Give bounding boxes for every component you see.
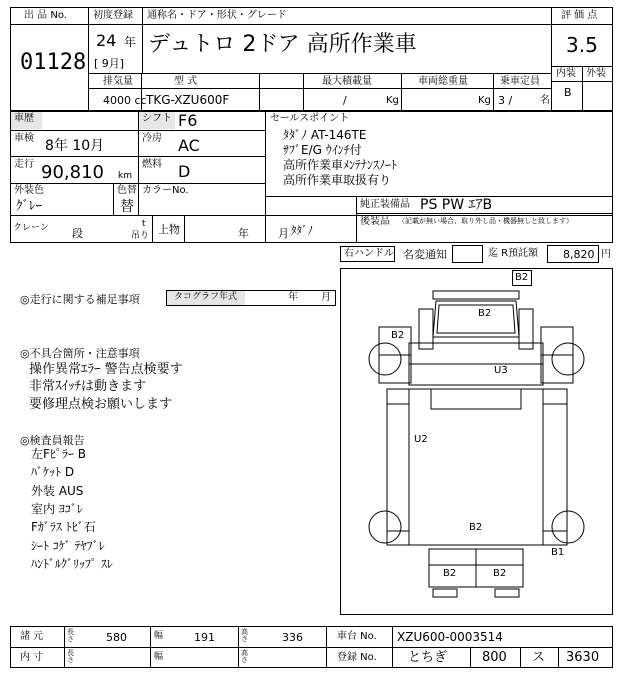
fuel: D	[178, 162, 191, 181]
crane-dan: 段	[72, 227, 83, 240]
equipment: PS PW ｴｱB	[420, 197, 493, 213]
lot-no: 01128	[20, 50, 87, 75]
fuel-label: 燃料	[142, 159, 162, 170]
interior-label: 内装	[556, 68, 576, 79]
vehicle-name: デュトロ 2ドア 高所作業車	[148, 32, 417, 57]
inspection-label: 車検	[14, 133, 34, 144]
reg-kana: ス	[532, 650, 546, 665]
mileage-label: 走行	[14, 159, 34, 170]
right-handle: 右ハンドル	[344, 248, 394, 259]
inspector-item: ﾊﾞｹｯﾄ D	[31, 465, 75, 479]
interior-grade: B	[564, 86, 572, 99]
truck-outline	[341, 269, 612, 614]
length: 580	[106, 631, 127, 644]
reg-label: 登録 No.	[337, 652, 377, 663]
damage-mark-b2-rear-right: B2	[493, 568, 507, 579]
length-label-2: 長さ	[67, 649, 74, 664]
inspector-item: ｼｰﾄ ｺｹﾞ ﾃﾔﾌﾞﾚ	[31, 539, 105, 553]
naishou-label: 内 寸	[20, 652, 44, 663]
crane-tsuri: 吊り	[131, 231, 150, 241]
mileage: 90,810	[41, 162, 104, 183]
kg-unit-2: Kg	[478, 95, 491, 106]
kg-unit-1: Kg	[386, 95, 399, 106]
score: 3.5	[566, 33, 598, 57]
upper-year: 年	[238, 227, 249, 240]
upper-value: ﾀﾀﾞﾉ	[291, 224, 313, 237]
defect-item: 要修理点検お願いします	[29, 397, 173, 412]
history-label: 車歴	[14, 113, 34, 124]
displacement: 4000 cc	[103, 94, 147, 107]
width-label: 幅	[154, 631, 164, 641]
sales-point: ｻﾌﾞE/G ｳｲﾝﾁ付	[283, 143, 362, 157]
damage-mark-b2-top-text: B2	[515, 272, 529, 283]
reg-region: とちぎ	[408, 650, 448, 665]
damage-mark-b2-bed: B2	[469, 522, 483, 533]
score-label: 評 価 点	[561, 10, 598, 21]
crane-label: クレーン	[13, 223, 49, 233]
name-change-box	[452, 245, 483, 263]
shoen-label: 諸 元	[20, 631, 44, 642]
damage-mark-b2-left: B2	[391, 330, 405, 341]
upper-label: 上物	[158, 223, 180, 236]
damage-mark-b1: B1	[551, 547, 565, 558]
first-reg-label: 初度登録	[93, 10, 133, 21]
sales-point: 高所作業車ﾒﾝﾃﾅﾝｽﾉｰﾄ	[283, 158, 398, 172]
inspector-item: ﾊﾝﾄﾞﾙｸﾞﾘｯﾌﾟ ｽﾚ	[31, 557, 113, 571]
sales-points-label: セールスポイント	[270, 113, 350, 124]
color-label: 外装色	[14, 185, 44, 196]
tachograph-label: タコグラフ年式	[174, 292, 238, 302]
inspector-item: 室内 ﾖｺﾞﾚ	[31, 502, 83, 516]
damage-mark-b2-cab: B2	[478, 308, 492, 319]
color-change-label: 色替	[117, 185, 137, 196]
mileage-unit: km	[118, 171, 132, 181]
first-reg-month: [ 9月]	[94, 57, 125, 70]
year-unit: 年	[124, 35, 137, 49]
reg-number: 3630	[566, 650, 600, 665]
displacement-label: 排気量	[103, 76, 133, 87]
height-label-2: 高さ	[241, 649, 248, 664]
color: ｸﾞﾚｰ	[16, 199, 42, 214]
defects-label: ◎不具合箇所・注意事項	[20, 347, 140, 360]
equipment-label: 純正装備品	[360, 199, 410, 210]
capacity-label: 乗車定員	[500, 76, 540, 87]
sales-point: 高所作業車取扱有り	[283, 173, 392, 187]
capacity: 3 /	[498, 94, 513, 107]
lot-no-label: 出 品 No.	[24, 10, 67, 21]
length-label: 長さ	[67, 628, 74, 643]
gross-weight-label: 車両総重量	[418, 76, 468, 87]
ac: AC	[178, 136, 200, 155]
inspector-item: 左Fﾋﾟﾗｰ B	[31, 447, 86, 461]
proof-label: 迄 R預託額	[488, 248, 539, 259]
recycle-unit: 円	[601, 249, 611, 260]
damage-mark-b2-rear-left: B2	[443, 568, 457, 579]
defect-item: 操作異常ｴﾗｰ 警告点検要す	[29, 362, 183, 377]
aftermarket-note: （記載が無い場合、取り外し品・機器無しと致します）	[398, 217, 573, 225]
shift: F6	[178, 111, 198, 130]
name-change-label: 名変通知	[403, 248, 447, 261]
damage-mark-u3: U3	[494, 365, 508, 376]
aftermarket-label: 後装品	[360, 216, 390, 227]
max-load-label: 最大積載量	[322, 76, 372, 87]
width: 191	[194, 631, 215, 644]
tachograph-year: 年	[288, 292, 298, 303]
chassis-label: 車台 No.	[337, 631, 377, 642]
color-no-label: カラーNo.	[142, 185, 189, 196]
model-label: 型 式	[174, 76, 198, 87]
width-label-2: 幅	[154, 652, 164, 662]
inspector-item: Fｶﾞﾗｽ ﾄﾋﾞ石	[31, 520, 96, 534]
upper-month: 月	[278, 227, 289, 240]
name-label: 通称名・ドア・形状・グレード	[147, 10, 287, 21]
first-reg-year: 24	[96, 31, 117, 50]
crane-t: t	[142, 219, 146, 229]
color-change: 替	[120, 199, 134, 215]
model: TKG-XZU600F	[146, 93, 230, 107]
damage-mark-u2: U2	[414, 434, 428, 445]
tachograph-month: 月	[321, 292, 331, 303]
inspection: 8年 10月	[45, 138, 105, 154]
capacity-unit: 名	[540, 95, 550, 106]
shift-label: シフト	[142, 113, 172, 124]
sales-point: ﾀﾀﾞﾉ AT-146TE	[283, 128, 367, 142]
driving-notes-label: ◎走行に関する補足事項	[20, 293, 140, 306]
exterior-label: 外装	[586, 68, 606, 79]
inspector-item: 外装 AUS	[31, 484, 84, 498]
max-load: /	[343, 94, 347, 107]
ac-label: 冷房	[142, 133, 162, 144]
chassis-no: XZU600-0003514	[397, 630, 503, 644]
defect-item: 非常ｽｲｯﾁは動きます	[29, 379, 147, 394]
inspector-label: ◎検査員報告	[20, 434, 85, 447]
recycle-amount: 8,820	[563, 248, 595, 261]
height-label: 高さ	[241, 628, 248, 643]
height: 336	[282, 631, 303, 644]
reg-class: 800	[482, 650, 507, 665]
vehicle-diagram	[340, 268, 613, 615]
